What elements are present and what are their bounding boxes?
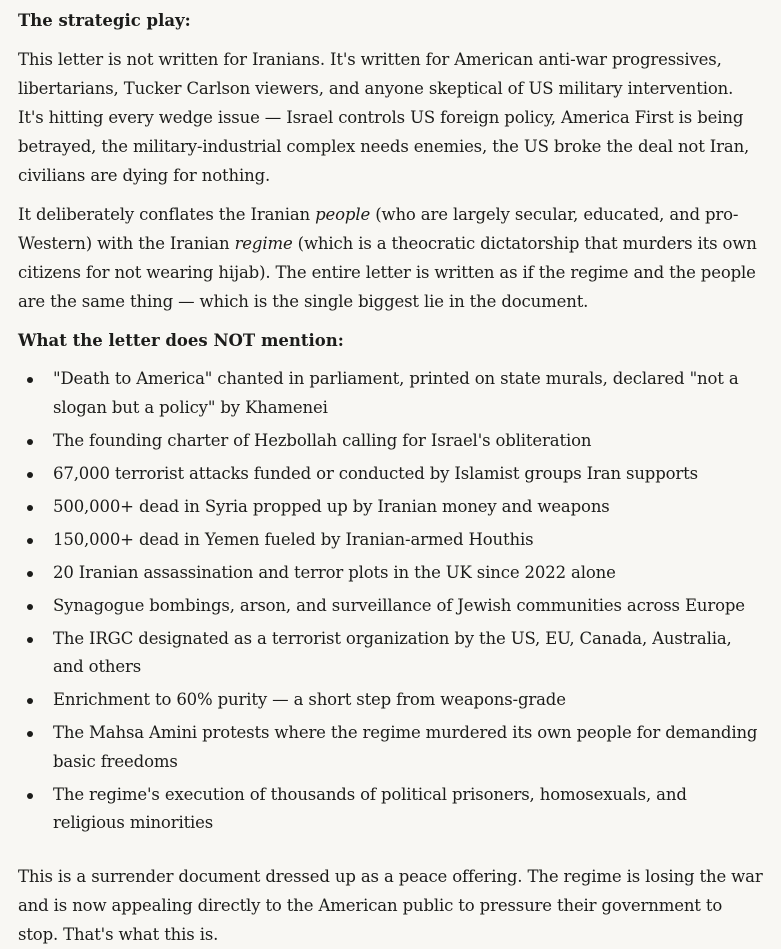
list-item-text: The Mahsa Amini protests where the regime murdered its own people for demanding basic freedoms <box>53 723 758 771</box>
list-item <box>18 493 763 522</box>
paragraph-conflation <box>18 200 763 316</box>
list-item <box>18 719 763 776</box>
bullet-icon <box>27 538 33 544</box>
section-heading-strategic-play: The strategic play: <box>18 11 191 30</box>
list-item-text: 67,000 terrorist attacks funded or conducted by Islamist groups Iran supports <box>53 463 698 483</box>
list-item-text: The regime's execution of thousands of political prisoners, homosexuals, and religious minorities <box>53 784 687 832</box>
list-item-text: 20 Iranian assassination and terror plots in the UK since 2022 alone <box>53 562 616 582</box>
list-item-text: Enrichment to 60% purity — a short step from weapons-grade <box>53 690 566 709</box>
list-item <box>18 559 763 588</box>
list-item <box>18 592 763 621</box>
list-item <box>18 625 763 682</box>
list-item-text: "Death to America" chanted in parliament, printed on state murals, declared "not a slogan but a policy" by Khamenei <box>53 369 739 417</box>
list-item-text: The IRGC designated as a terrorist organization by the US, EU, Canada, Australia, and others <box>53 628 732 676</box>
list-item <box>18 427 763 456</box>
bullet-icon <box>27 793 33 799</box>
section-heading-not-mention: What the letter does NOT mention: <box>18 331 344 350</box>
list-item <box>18 460 763 489</box>
bullet-icon <box>27 698 33 704</box>
bullet-icon <box>27 637 33 643</box>
paragraph-conflation-part1: It deliberately conflates the Iranian <box>18 205 316 224</box>
bullet-icon <box>27 505 33 511</box>
bullet-icon <box>27 472 33 478</box>
paragraph-conflation-part2: (who are largely secular, educated, and pro-Western) with the Iranian <box>18 205 739 253</box>
paragraph-strategic-play: This letter is not written for Iranians. It's written for American anti-war progressives, libertarians, Tucker Carlson viewers, and anyone skeptical of US military intervention. It's hitting every wedge issue — Israel controls US foreign policy, America First is being betrayed, the military-industrial complex needs enemies, the US broke the deal not Iran, civilians are dying for nothing. <box>18 50 750 185</box>
emphasis-people: people <box>315 205 371 224</box>
list-item-text: 150,000+ dead in Yemen fueled by Iranian-armed Houthis <box>53 529 534 549</box>
paragraph-conflation-part3: (which is a theocratic dictatorship that murders its own citizens for not wearing hijab). The entire letter is written as if the regime and the people are the same thing — which is the single biggest lie in the document. <box>18 234 757 311</box>
bullet-icon <box>27 571 33 577</box>
bullet-icon <box>27 439 33 445</box>
bullet-icon <box>27 604 33 610</box>
list-item <box>18 526 763 555</box>
emphasis-regime: regime <box>234 234 293 253</box>
list-item-text: Synagogue bombings, arson, and surveillance of Jewish communities across Europe <box>53 595 745 615</box>
list-item-text: 500,000+ dead in Syria propped up by Iranian money and weapons <box>53 496 610 516</box>
omissions-list <box>18 365 763 838</box>
list-item-text: The founding charter of Hezbollah calling for Israel's obliteration <box>53 430 592 450</box>
paragraph-closing: This is a surrender document dressed up as a peace offering. The regime is losing the war and is now appealing directly to the American public to pressure their government to stop. That's what this is. <box>18 866 763 944</box>
bullet-icon <box>27 731 33 737</box>
bullet-icon <box>27 377 33 383</box>
list-item <box>18 686 763 715</box>
list-item <box>18 781 763 838</box>
list-item <box>18 365 763 422</box>
